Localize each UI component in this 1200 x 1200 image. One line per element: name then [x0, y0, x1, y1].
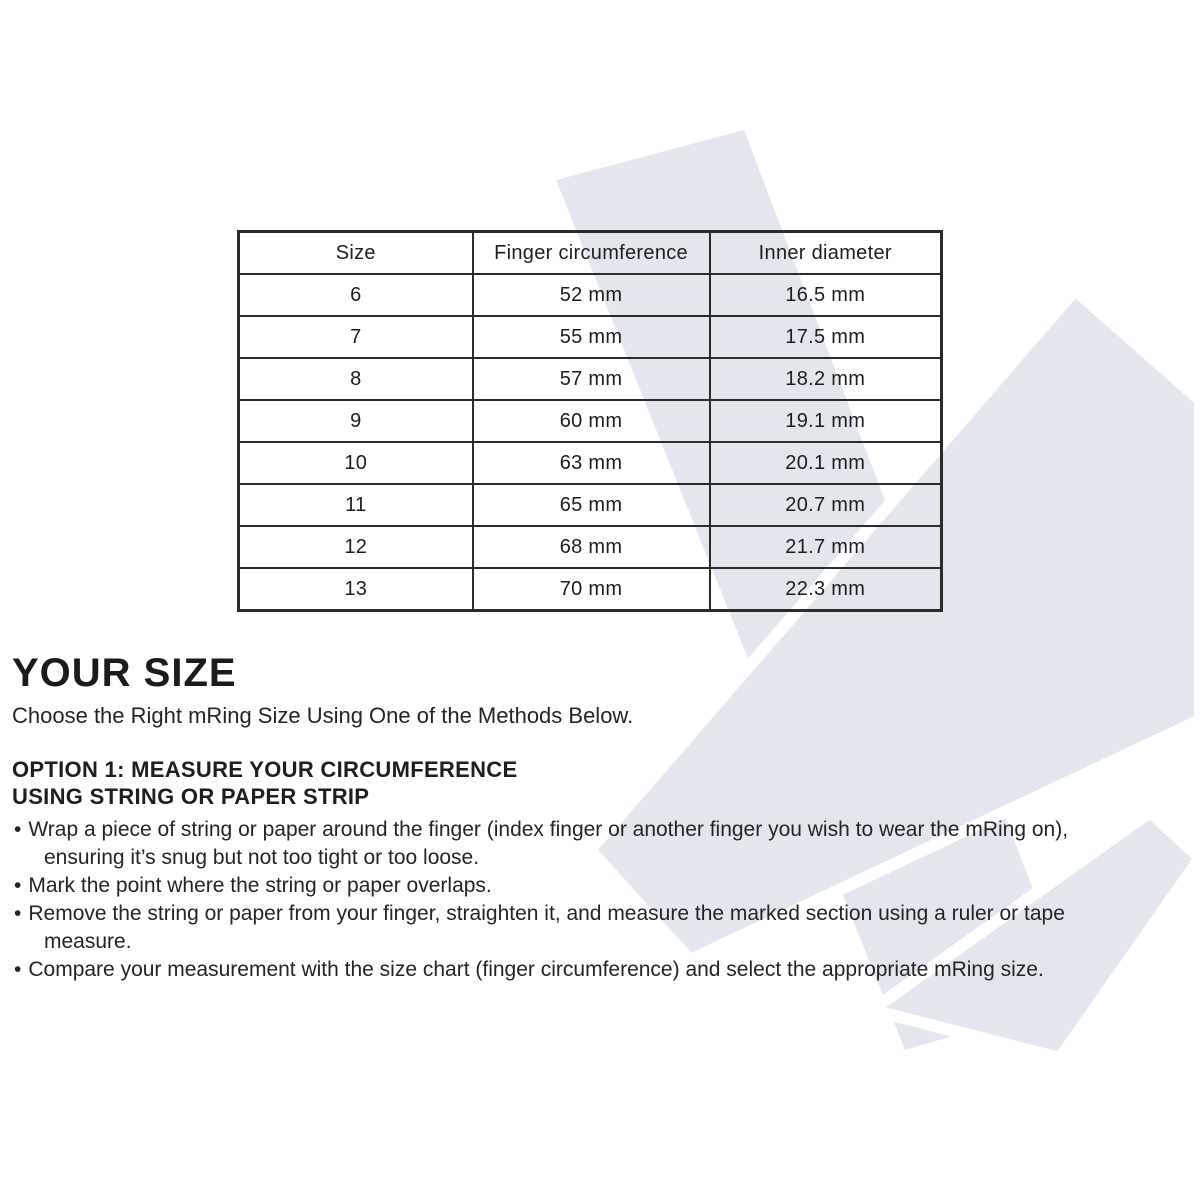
- bullet-icon: •: [14, 902, 22, 925]
- table-header-row: [239, 232, 942, 275]
- table-cell-size: 6: [239, 274, 473, 316]
- table-cell-size: 10: [239, 442, 473, 484]
- table-cell-circumference: 55 mm: [473, 316, 710, 358]
- table-cell-diameter: 16.5 mm: [710, 274, 942, 316]
- table-cell-circumference: 70 mm: [473, 568, 710, 611]
- table-cell-diameter: 20.7 mm: [710, 484, 942, 526]
- table-cell-diameter: 21.7 mm: [710, 526, 942, 568]
- column-header-finger-circumference: Finger circumference: [473, 232, 710, 275]
- table-cell-circumference: 60 mm: [473, 400, 710, 442]
- table-cell-circumference: 65 mm: [473, 484, 710, 526]
- instruction-text: Remove the string or paper from your finger, straighten it, and measure the marked section using a ruler or tape measure.: [28, 902, 1065, 953]
- list-item: [14, 816, 1129, 872]
- table-cell-size: 12: [239, 526, 473, 568]
- table-row: [239, 568, 942, 611]
- list-item: [14, 872, 1129, 900]
- ring-size-table: [237, 230, 943, 612]
- table-cell-diameter: 18.2 mm: [710, 358, 942, 400]
- table-cell-diameter: 20.1 mm: [710, 442, 942, 484]
- table-cell-diameter: 19.1 mm: [710, 400, 942, 442]
- table-row: [239, 358, 942, 400]
- table-row: [239, 484, 942, 526]
- table-row: [239, 316, 942, 358]
- table-cell-size: 7: [239, 316, 473, 358]
- option1-heading-line2: USING STRING OR PAPER STRIP: [12, 784, 370, 809]
- section-subtitle: Choose the Right mRing Size Using One of the Methods Below.: [12, 703, 634, 728]
- table-cell-diameter: 22.3 mm: [710, 568, 942, 611]
- option1-heading: [12, 756, 517, 810]
- column-header-inner-diameter: Inner diameter: [710, 232, 942, 275]
- table-cell-size: 13: [239, 568, 473, 611]
- table-cell-size: 9: [239, 400, 473, 442]
- bullet-icon: •: [14, 958, 22, 981]
- table-cell-circumference: 57 mm: [473, 358, 710, 400]
- table-row: [239, 526, 942, 568]
- instruction-text: Mark the point where the string or paper overlaps.: [28, 874, 492, 897]
- instruction-text: Compare your measurement with the size chart (finger circumference) and select the appropriate mRing size.: [28, 958, 1044, 981]
- table-row: [239, 400, 942, 442]
- table-cell-circumference: 68 mm: [473, 526, 710, 568]
- table-cell-diameter: 17.5 mm: [710, 316, 942, 358]
- table-cell-circumference: 52 mm: [473, 274, 710, 316]
- bullet-icon: •: [14, 874, 22, 897]
- bullet-icon: •: [14, 818, 22, 841]
- list-item: [14, 900, 1129, 956]
- page-title: YOUR SIZE: [12, 651, 237, 695]
- instruction-text: Wrap a piece of string or paper around the finger (index finger or another finger you wish to wear the mRing on), ensuring it’s snug but not too tight or too loose.: [28, 818, 1069, 869]
- list-item: [14, 956, 1129, 984]
- table-cell-size: 8: [239, 358, 473, 400]
- table-row: [239, 274, 942, 316]
- table-cell-circumference: 63 mm: [473, 442, 710, 484]
- column-header-size: Size: [239, 232, 473, 275]
- table-cell-size: 11: [239, 484, 473, 526]
- option1-instructions-list: [14, 816, 1129, 984]
- option1-heading-line1: OPTION 1: MEASURE YOUR CIRCUMFERENCE: [12, 757, 518, 782]
- table-row: [239, 442, 942, 484]
